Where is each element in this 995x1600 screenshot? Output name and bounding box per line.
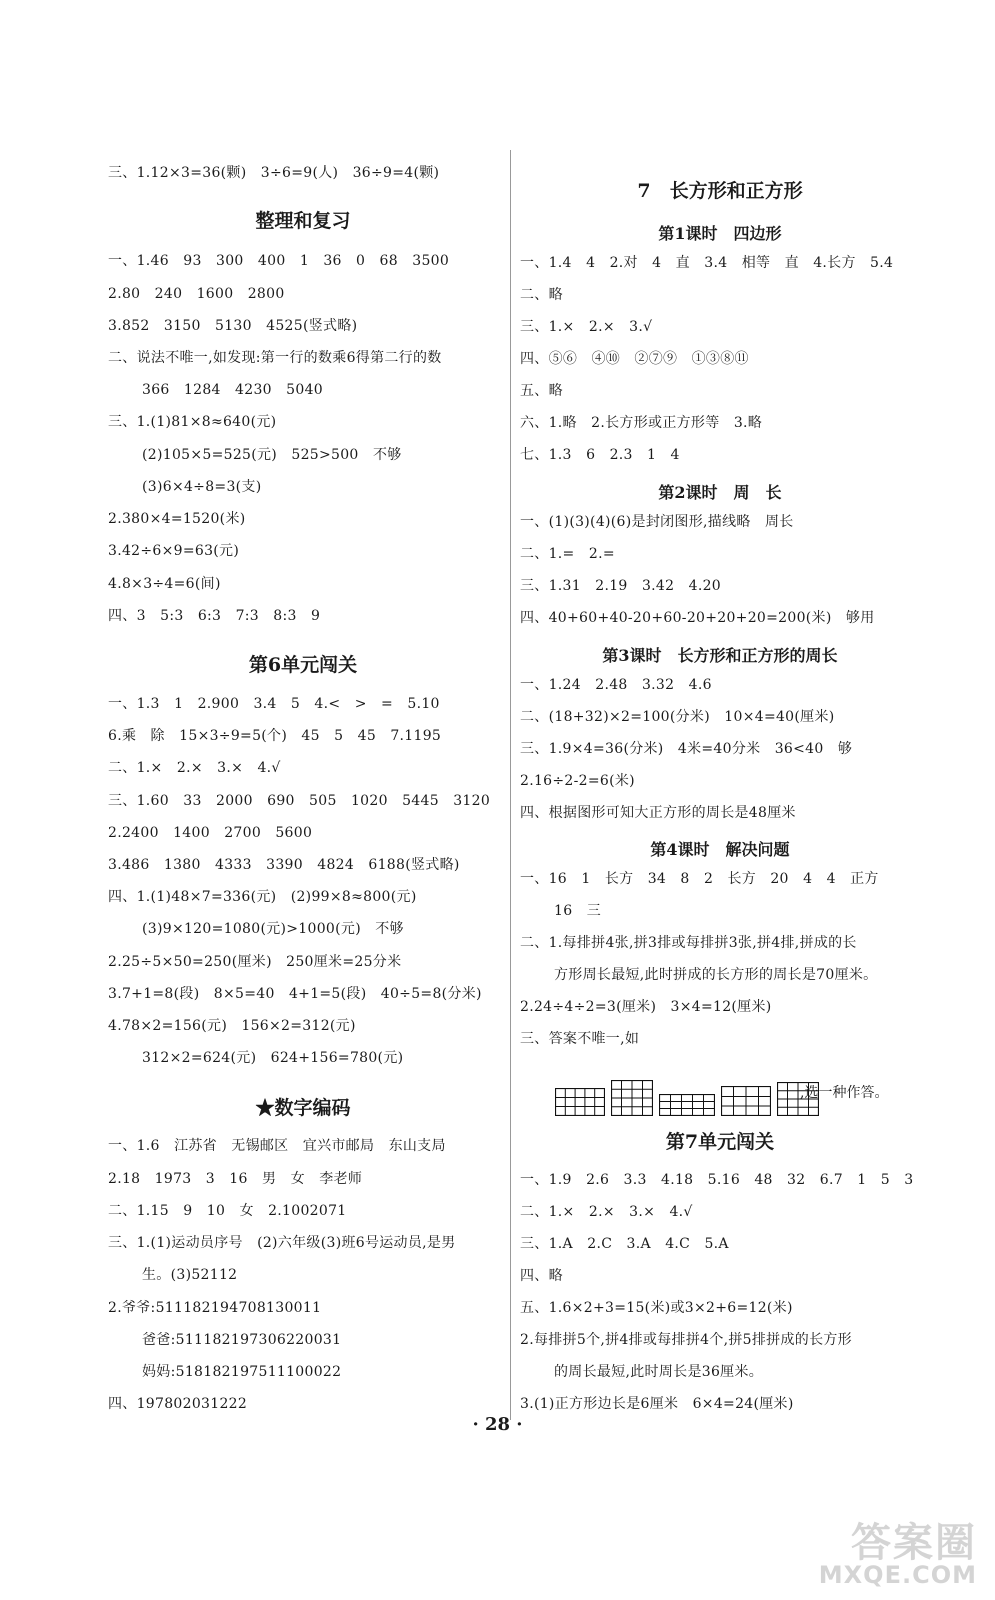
text-line: 一、1.24 2.48 3.32 4.6 (520, 677, 712, 693)
text-line: (2)105×5=525(元) 525>500 不够 (142, 447, 402, 463)
text-line: 四、1.(1)48×7=336(元) (2)99×8≈800(元) (108, 889, 417, 905)
text-line: (3)6×4÷8=3(支) (142, 479, 262, 495)
text-line: 的周长最短,此时周长是36厘米。 (554, 1364, 764, 1380)
text-line: 3.42÷6×9=63(元) (108, 543, 240, 559)
text-line: 三、1.(1)81×8≈640(元) (108, 414, 277, 430)
text-line: 2.18 1973 3 16 男 女 李老师 (108, 1171, 363, 1187)
text-line: 四、40+60+40-20+60-20+20+20=200(米) 够用 (520, 610, 875, 626)
text-line: 二、(18+32)×2=100(分米) 10×4=40(厘米) (520, 709, 835, 725)
text-line: 二、略 (520, 287, 563, 303)
section-heading-unit6: 第6单元闯关 (248, 654, 358, 676)
text-line: 366 1284 4230 5040 (142, 382, 324, 398)
text-line: 4.8×3÷4=6(间) (108, 576, 221, 592)
text-line: 三、1.A 2.C 3.A 4.C 5.A (520, 1236, 729, 1252)
chapter-title: 7 长方形和正方形 (637, 180, 803, 202)
text-line: 3.(1)正方形边长是6厘米 6×4=24(厘米) (520, 1396, 794, 1412)
text-line: 三、答案不唯一,如 (520, 1031, 640, 1047)
text-line: 一、1.6 江苏省 无锡邮区 宜兴市邮局 东山支局 (108, 1138, 446, 1154)
text-line: 一、16 1 长方 34 8 2 长方 20 4 4 正方 (520, 871, 879, 887)
watermark-text: 答案圈 (851, 1520, 977, 1566)
text-line: 二、1.15 9 10 女 2.1002071 (108, 1203, 347, 1219)
text-line: 2.每排拼5个,拼4排或每排拼4个,拼5排拼成的长方形 (520, 1332, 852, 1348)
text-line: 2.25÷5×50=250(厘米) 250厘米=25分米 (108, 954, 402, 970)
text-line: 六、1.略 2.长方形或正方形等 3.略 (520, 415, 763, 431)
text-line: 312×2=624(元) 624+156=780(元) (142, 1050, 404, 1066)
section-heading-review: 整理和复习 (255, 210, 351, 232)
text-line: 2.80 240 1600 2800 (108, 286, 285, 302)
text-line: 6.乘 除 15×3÷9=5(个) 45 5 45 7.1195 (108, 728, 442, 744)
text-line: 方形周长最短,此时拼成的长方形的周长是70厘米。 (554, 967, 878, 983)
text-line: 4.78×2=156(元) 156×2=312(元) (108, 1018, 356, 1034)
text-line: 3.852 3150 5130 4525(竖式略) (108, 318, 358, 334)
text-line: 一、1.3 1 2.900 3.4 5 4.< > = 5.10 (108, 696, 440, 712)
text-line: 三、1.9×4=36(分米) 4米=40分米 36<40 够 (520, 741, 853, 757)
text-line: 一、(1)(3)(4)(6)是封闭图形,描线略 周长 (520, 514, 794, 530)
text-line: 三、1.12×3=36(颗) 3÷6=9(人) 36÷9=4(颗) (108, 165, 440, 181)
text-line: 五、1.6×2+3=15(米)或3×2+6=12(米) (520, 1300, 793, 1316)
text-line: (3)9×120=1080(元)>1000(元) 不够 (142, 921, 404, 937)
grid-arrangement-3 (659, 1094, 715, 1116)
text-line: 三、1.31 2.19 3.42 4.20 (520, 578, 721, 594)
text-line: 爸爸:511182197306220031 (142, 1332, 342, 1348)
text-line: 二、1.= 2.= (520, 546, 615, 562)
text-line: 三、1.60 33 2000 690 505 1020 5445 3120 (108, 793, 491, 809)
text-line: 一、1.9 2.6 3.3 4.18 5.16 48 32 6.7 1 5 3 (520, 1172, 914, 1188)
watermark-logo (818, 1507, 987, 1592)
text-line: 妈妈:518182197511100022 (142, 1364, 342, 1380)
text-line: 一、1.46 93 300 400 1 36 0 68 3500 (108, 253, 450, 269)
column-divider (510, 150, 511, 1420)
lesson-title-4: 第4课时 解决问题 (650, 840, 790, 859)
text-line: 16 三 (554, 903, 602, 919)
text-line: 3.486 1380 4333 3390 4824 6188(竖式略) (108, 857, 460, 873)
text-line: 2.16÷2-2=6(米) (520, 773, 635, 789)
text-line: 四、197802031222 (108, 1396, 248, 1412)
text-line: 生。(3)52112 (142, 1267, 238, 1283)
section-heading-digital-coding: ★数字编码 (255, 1097, 351, 1119)
text-line: 2.24÷4÷2=3(厘米) 3×4=12(厘米) (520, 999, 772, 1015)
text-line: 五、略 (520, 383, 563, 399)
lesson-title-1: 第1课时 四边形 (658, 224, 782, 243)
lesson-title-3: 第3课时 长方形和正方形的周长 (602, 646, 838, 665)
text-line: 二、说法不唯一,如发现:第一行的数乘6得第二行的数 (108, 350, 442, 366)
rectangle-arrangements-figure (555, 1080, 819, 1116)
lesson-title-2: 第2课时 周 长 (658, 483, 782, 502)
text-line: 3.7+1=8(段) 8×5=40 4+1=5(段) 40÷5=8(分米) (108, 986, 482, 1002)
text-line: 七、1.3 6 2.3 1 4 (520, 447, 680, 463)
text-line: 2.爷爷:511182194708130011 (108, 1300, 322, 1316)
watermark-url: MXQE.COM (818, 1561, 977, 1589)
figure-note: ,选一种作答。 (800, 1085, 889, 1101)
text-line: 四、根据图形可知大正方形的周长是48厘米 (520, 805, 796, 821)
text-line: 三、1.× 2.× 3.√ (520, 319, 653, 335)
text-line: 四、3 5:3 6:3 7:3 8:3 9 (108, 608, 321, 624)
page-number: · 28 · (472, 1414, 523, 1435)
text-line: 四、略 (520, 1268, 563, 1284)
text-line: 四、⑤⑥ ④⑩ ②⑦⑨ ①③⑧⑪ (520, 351, 749, 367)
text-line: 2.380×4=1520(米) (108, 511, 246, 527)
text-line: 一、1.4 4 2.对 4 直 3.4 相等 直 4.长方 5.4 (520, 255, 894, 271)
section-heading-unit7: 第7单元闯关 (665, 1131, 775, 1153)
text-line: 二、1.每排拼4张,拼3排或每排拼3张,拼4排,拼成的长 (520, 935, 857, 951)
grid-arrangement-4 (721, 1086, 771, 1116)
text-line: 二、1.× 2.× 3.× 4.√ (520, 1204, 693, 1220)
text-line: 2.2400 1400 2700 5600 (108, 825, 313, 841)
text-line: 二、1.× 2.× 3.× 4.√ (108, 760, 281, 776)
grid-arrangement-1 (555, 1088, 605, 1116)
grid-arrangement-2 (611, 1080, 653, 1116)
text-line: 三、1.(1)运动员序号 (2)六年级(3)班6号运动员,是男 (108, 1235, 456, 1251)
